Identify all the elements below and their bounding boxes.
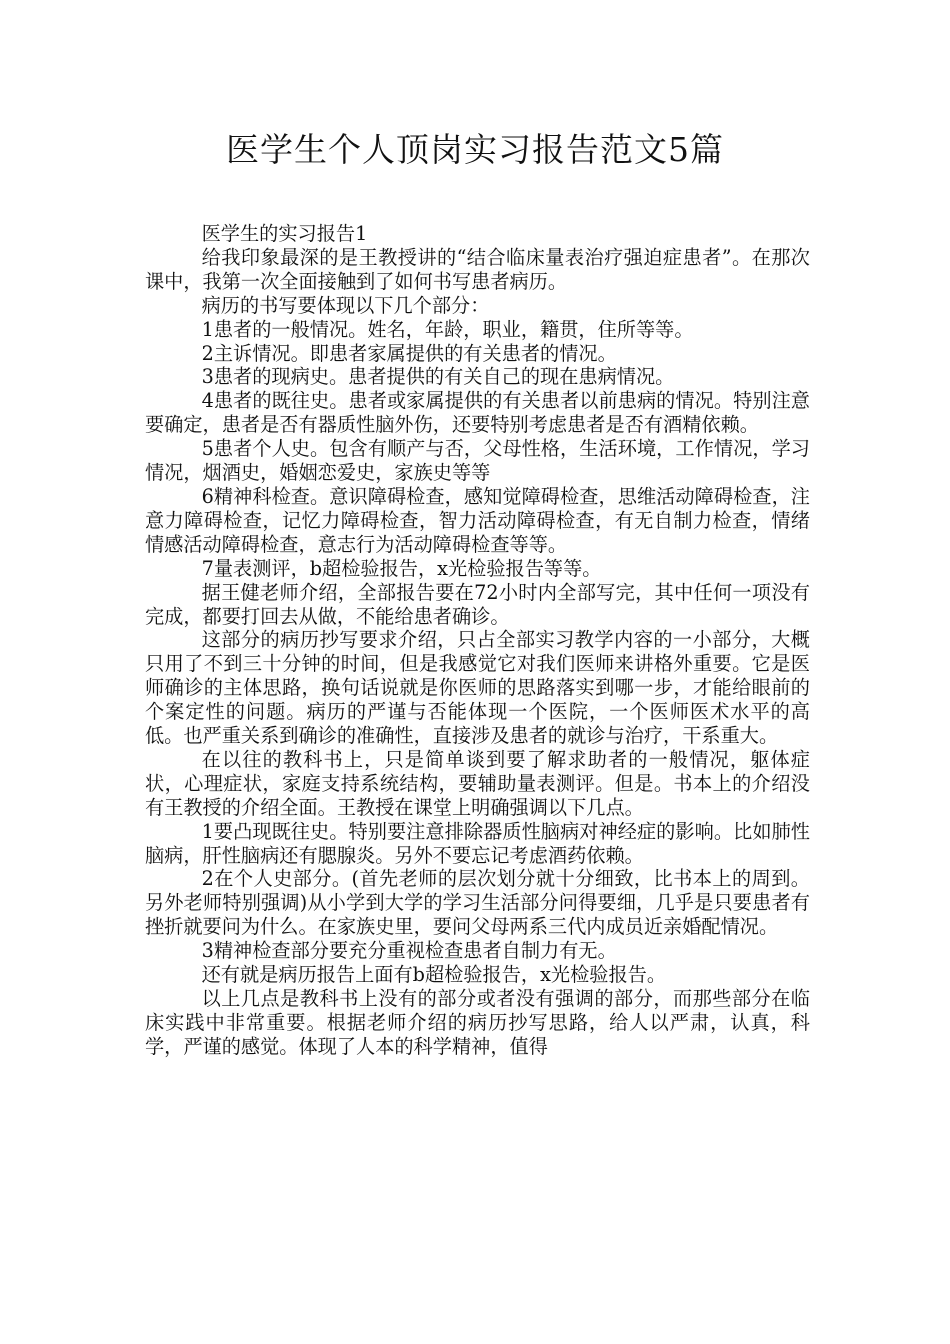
list-item: 3精神检查部分要充分重视检查患者自制力有无。 (201, 939, 617, 963)
paragraph: 据王健老师介绍，全部报告要在72小时内全部写完，其中任何一项没有完成，都要打回去从做，不能给患者确诊。 (145, 580, 810, 628)
paragraph: 在以往的教科书上，只是简单谈到要了解求助者的一般情况，躯体症状，心理症状，家庭支持系统结构，要辅助量表测评。但是。书本上的介绍没有王教授的介绍全面。王教授在课堂上明确强调以下几点。 (145, 747, 810, 819)
list-item: 5患者个人史。包含有顺产与否，父母性格，生活环境，工作情况，学习情况，烟酒史，婚姻恋爱史，家族史等等 (145, 437, 810, 485)
list-item: 2主诉情况。即患者家属提供的有关患者的情况。 (201, 341, 617, 365)
section-heading: 医学生的实习报告1 (201, 222, 368, 245)
list-item: 7量表测评，b超检验报告，x光检验报告等等。 (201, 556, 602, 580)
paragraph: 这部分的病历抄写要求介绍，只占全部实习教学内容的一小部分，大概只用了不到三十分钟的时间，但是我感觉它对我们医师来讲格外重要。它是医师确诊的主体思路，换句话说就是你医师的思路落实到哪一步，才能给眼前的个案定性的问题。病历的严谨与否能体现一个医院，一个医师医术水平的高低。也严重关系到确诊的准确性，直接涉及患者的就诊与治疗，干系重大。 (145, 628, 810, 748)
paragraph: 以上几点是教科书上没有的部分或者没有强调的部分，而那些部分在临床实践中非常重要。根据老师介绍的病历抄写思路，给人以严肃，认真，科学，严谨的感觉。体现了人本的科学精神，值得 (145, 987, 810, 1058)
paragraph: 病历的书写要体现以下几个部分： (201, 293, 490, 317)
list-item: 1患者的一般情况。姓名，年龄，职业，籍贯，住所等等。 (201, 317, 694, 341)
list-item: 3患者的现病史。患者提供的有关自己的现在患病情况。 (201, 365, 675, 389)
list-item: 4患者的既往史。患者或家属提供的有关患者以前患病的情况。特别注意要确定，患者是否有器质性脑外伤，还要特别考虑患者是否有酒精依赖。 (145, 389, 810, 437)
paragraph: 还有就是病历报告上面有b超检验报告，x光检验报告。 (201, 963, 667, 987)
list-item: 1要凸现既往史。特别要注意排除器质性脑病对神经症的影响。比如肺性脑病，肝性脑病还有腮腺炎。另外不要忘记考虑酒药依赖。 (145, 819, 810, 867)
document-title: 医学生个人顶岗实习报告范文5篇 (226, 130, 724, 169)
document-body (145, 222, 810, 1059)
list-item: 2在个人史部分。(首先老师的层次划分就十分细致，比书本上的周到。另外老师特别强调)从小学到大学的学习生活部分问得要细，几乎是只要患者有挫折就要问为什么。在家族史里，要问父母两系三代内成员近亲婚配情况。 (145, 867, 810, 939)
paragraph: 给我印象最深的是王教授讲的“结合临床量表治疗强迫症患者”。在那次课中，我第一次全面接触到了如何书写患者病历。 (145, 245, 810, 293)
list-item: 6精神科检查。意识障碍检查，感知觉障碍检查，思维活动障碍检查，注意力障碍检查，记忆力障碍检查，智力活动障碍检查，有无自制力检查，情绪情感活动障碍检查，意志行为活动障碍检查等等。 (145, 484, 810, 556)
